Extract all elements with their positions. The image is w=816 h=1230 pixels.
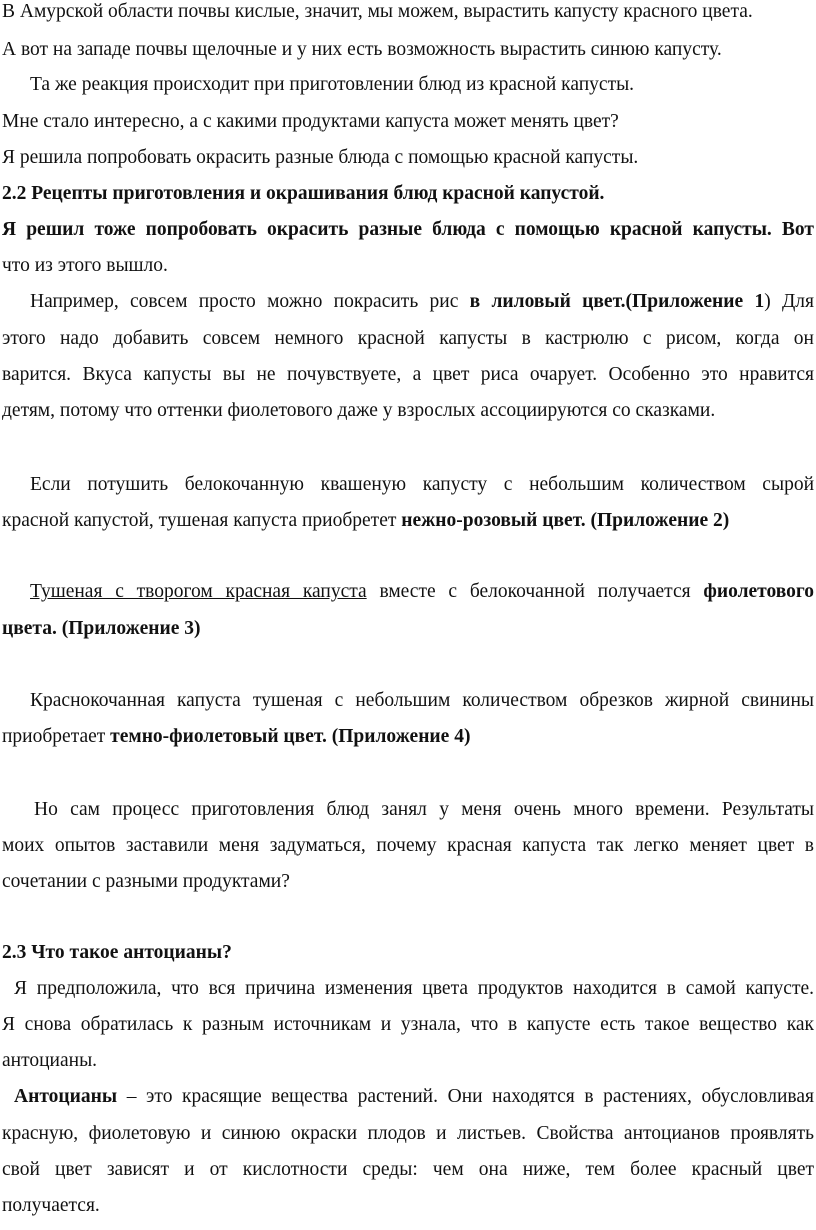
text-line: свой цвет зависят и от кислотности среды: чем она ниже, тем более красный цвет — [2, 1159, 814, 1180]
bold-statement: Я решил тоже попробовать окрасить разные блюда с помощью красной капусты. Вот — [2, 219, 814, 240]
text-line: Я решила попробовать окрасить разные блюда с помощью красной капусты. — [2, 147, 639, 168]
section-heading-2-2: 2.2 Рецепты приготовления и окрашивания блюд красной капустой. — [2, 183, 605, 204]
text-line: Я предположила, что вся причина изменения цвета продуктов находится в самой капусте. — [14, 978, 814, 999]
text-line: получается. — [2, 1195, 100, 1216]
text-line: Я снова обратилась к разным источникам и узнала, что в капусте есть такое вещество как — [2, 1014, 814, 1035]
text-line: Краснокочанная капуста тушеная с небольшим количеством обрезков жирной свинины — [30, 690, 814, 711]
paragraph-pink-line2: красной капустой, тушеная капуста приобретет нежно-розовый цвет. (Приложение 2) — [2, 510, 730, 531]
text-line: А вот на западе почвы щелочные и у них есть возможность вырастить синюю капусту. — [2, 39, 722, 60]
paragraph-curd-line2: цвета. (Приложение 3) — [2, 618, 201, 639]
text-line: В Амурской области почвы кислые, значит, мы можем, вырастить капусту красного цвета. — [2, 1, 753, 22]
paragraph-pork-line2: приобретает темно-фиолетовый цвет. (Приложение 4) — [2, 726, 471, 747]
text-line: варится. Вкуса капусты вы не почувствуете, а цвет риса очарует. Особенно это нравится — [2, 364, 814, 385]
text-line: моих опытов заставили меня задуматься, почему красная капуста так легко меняет цвет в — [2, 835, 814, 856]
text-line: Если потушить белокочанную квашеную капусту с небольшим количеством сырой — [30, 474, 814, 495]
text-line: детям, потому что оттенки фиолетового даже у взрослых ассоциируются со сказками. — [2, 400, 716, 421]
section-heading-2-3: 2.3 Что такое антоцианы? — [2, 942, 232, 963]
text-line: этого надо добавить совсем немного красной капусты в кастрюлю с рисом, когда он — [2, 328, 814, 349]
text-line: красную, фиолетовую и синюю окраски плодов и листьев. Свойства антоцианов проявлять — [2, 1123, 814, 1144]
paragraph-curd-line1: Тушеная с творогом красная капуста вместе с белокочанной получается фиолетового — [30, 581, 814, 602]
text-line: антоцианы. — [2, 1050, 98, 1071]
paragraph-anthocyanins-line1: Антоцианы – это красящие вещества растений. Они находятся в растениях, обусловливая — [14, 1086, 814, 1107]
text-line: сочетании с разными продуктами? — [2, 871, 290, 892]
text-line: что из этого вышло. — [2, 255, 168, 276]
text-line: Мне стало интересно, а с какими продуктами капуста может менять цвет? — [2, 111, 619, 132]
paragraph-rice-line1: Например, совсем просто можно покрасить рис в лиловый цвет.(Приложение 1) Для — [30, 291, 814, 312]
text-line: Та же реакция происходит при приготовлении блюд из красной капусты. — [30, 74, 635, 95]
text-line: Но сам процесс приготовления блюд занял у меня очень много времени. Результаты — [34, 799, 814, 820]
